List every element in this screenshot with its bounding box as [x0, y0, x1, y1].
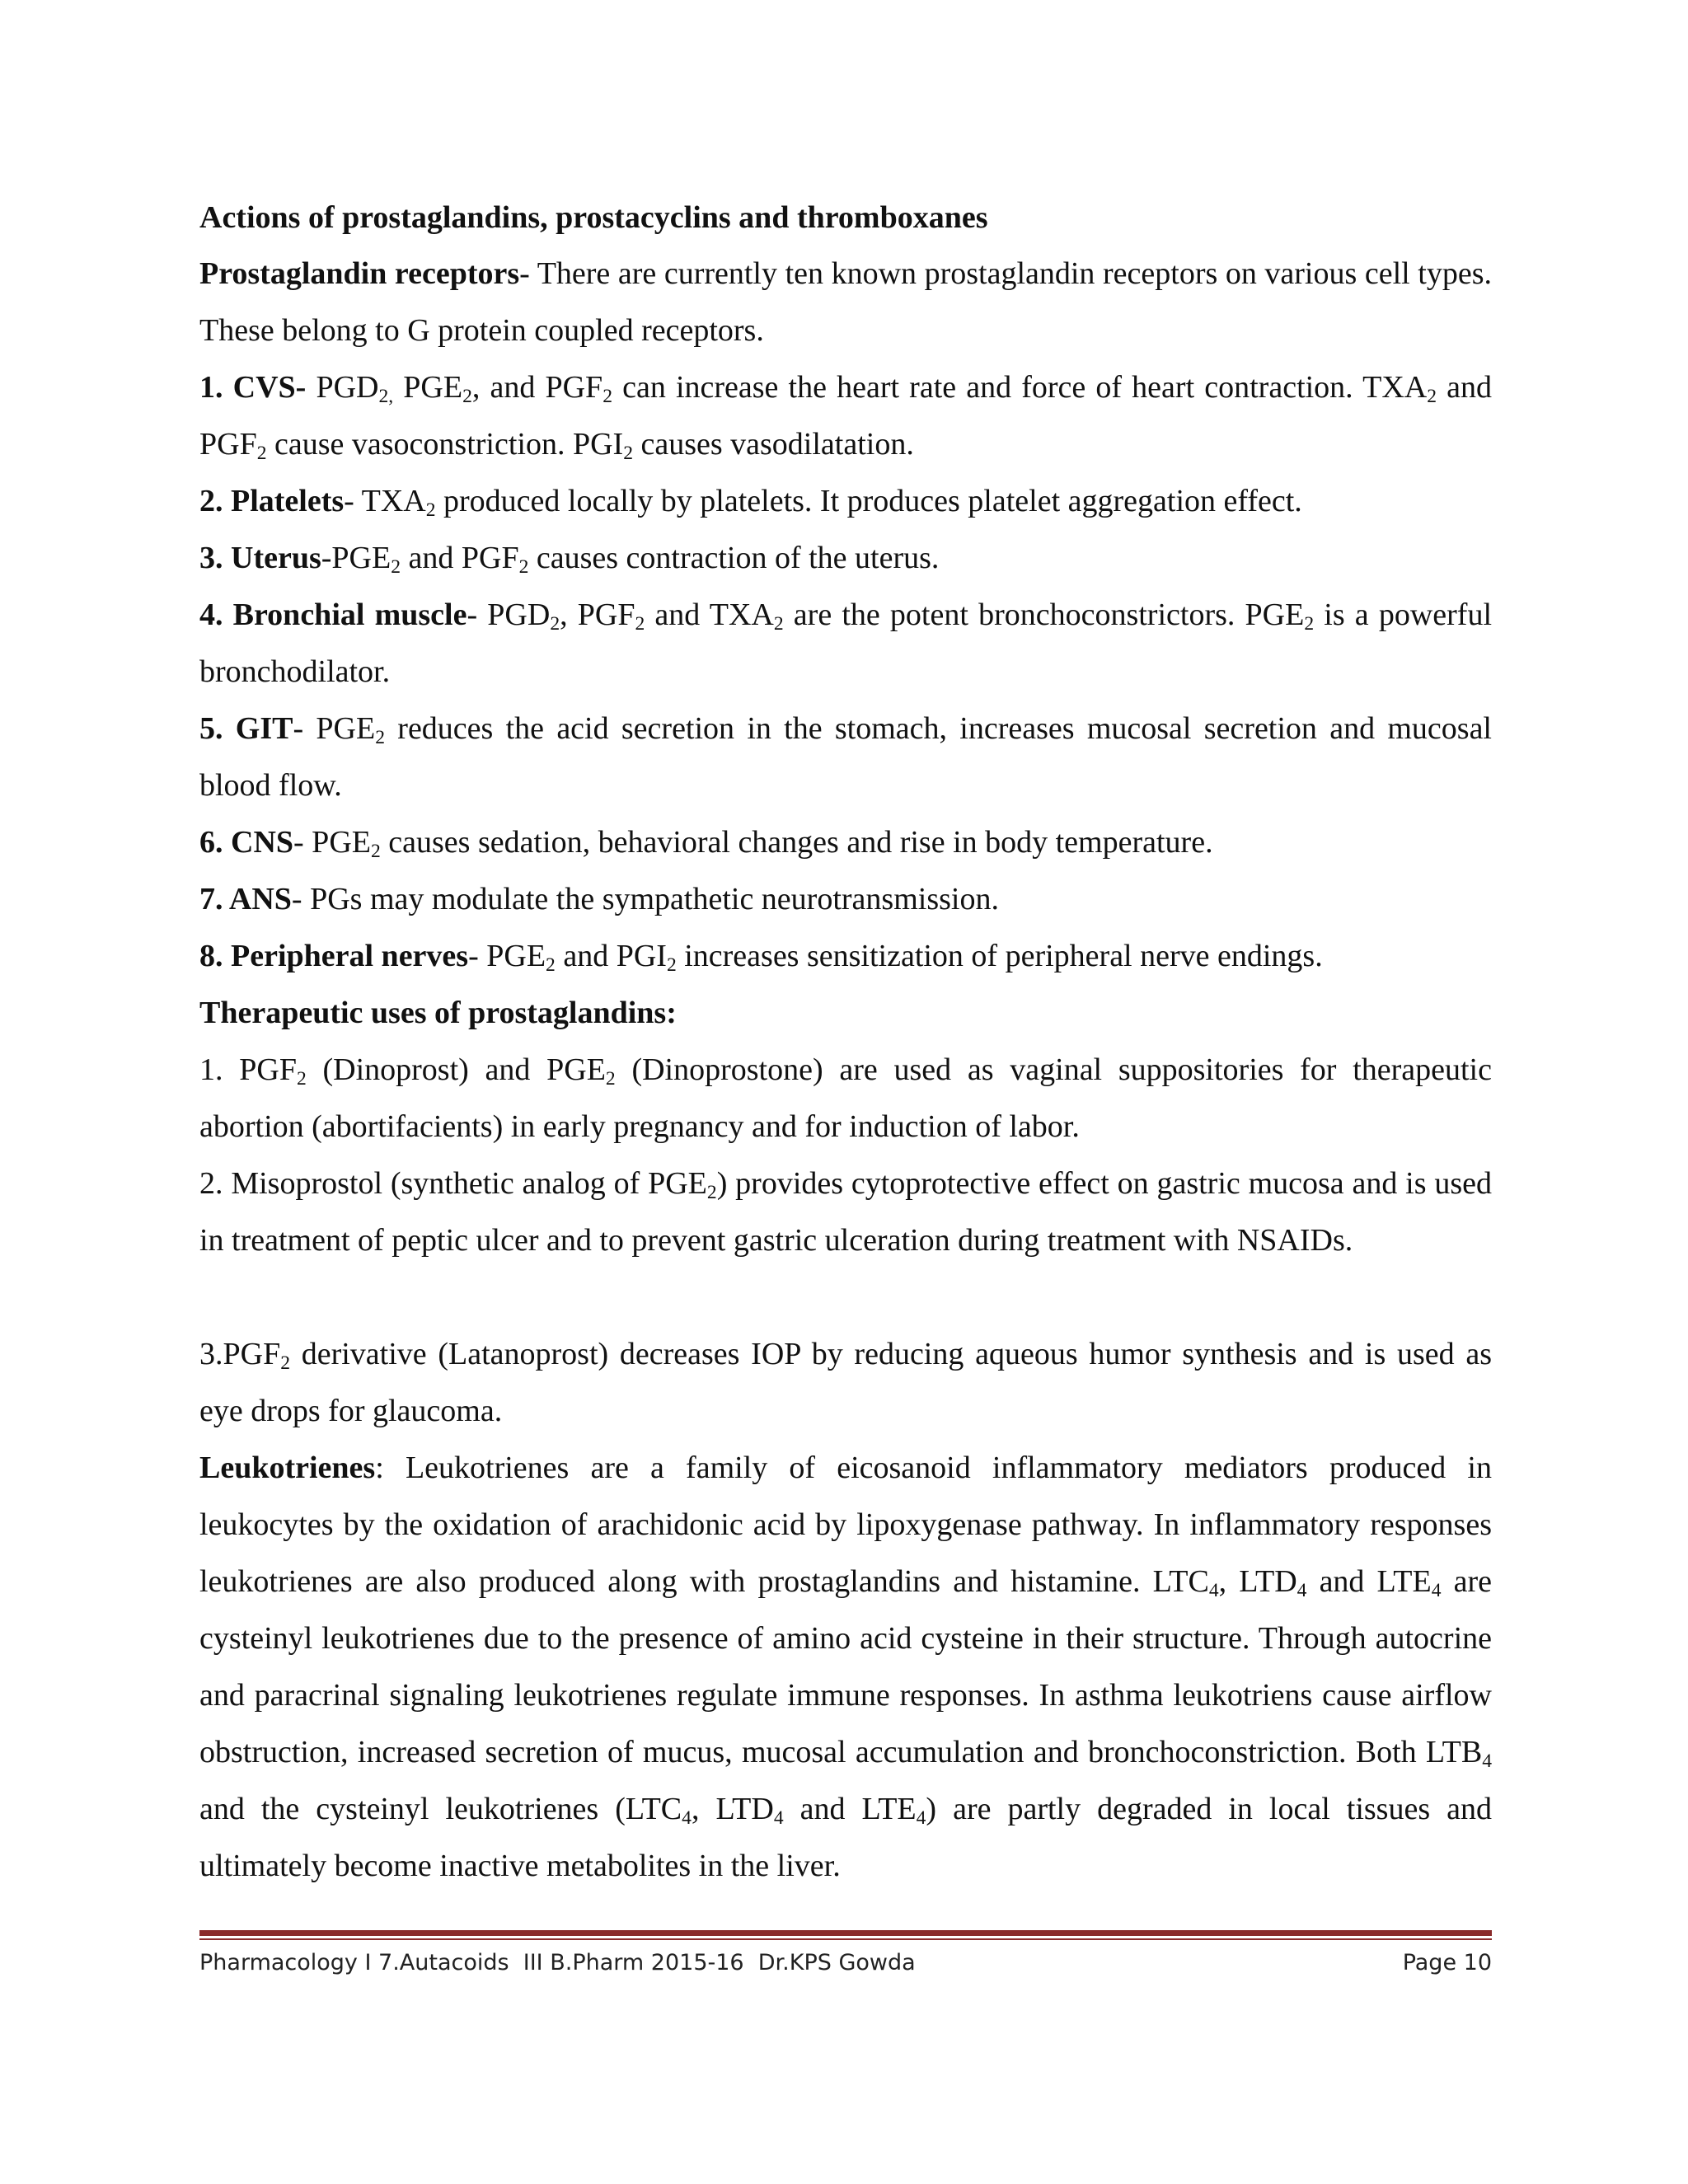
- page-number: Page 10: [1402, 1950, 1492, 1975]
- footer-course-info: Pharmacology I 7.Autacoids III B.Pharm 2015-16 Dr.KPS Gowda: [199, 1950, 916, 1975]
- action-label: 2. Platelets: [199, 484, 345, 518]
- action-label: 1. CVS-: [199, 370, 307, 405]
- therapeutic-item: 2. Misoprostol (synthetic analog of $PGE_2$) provides cytoprotective effect on gastric mucosa and is used in treatment of peptic ulcer and to prevent gastric ulceration during treatment with NSAIDs.: [199, 1166, 1492, 1258]
- receptors-paragraph: [199, 246, 1492, 359]
- action-label: 8. Peripheral nerves: [199, 939, 469, 973]
- therapeutic-heading: Therapeutic uses of prostaglandins:: [199, 996, 677, 1030]
- action-item-platelets: [199, 473, 1492, 530]
- action-item-cns: [199, 814, 1492, 871]
- page-title: Actions of prostaglandins, prostacyclins and thromboxanes: [199, 200, 988, 235]
- action-text: - $PGE_2$ causes sedation, behavioral changes and rise in body temperature.: [293, 825, 1213, 862]
- footer-divider: [199, 1930, 1492, 1940]
- receptors-text: - There are currently ten known prostaglandin receptors on various cell types. These belong to G protein coupled receptors.: [199, 256, 1492, 348]
- action-item-uterus: [199, 530, 1492, 587]
- action-text: - $PGE_2$ and $PGI_2$ increases sensitization of peripheral nerve endings.: [468, 939, 1323, 976]
- action-text: $-PGE_2$ and $PGF_2$ causes contraction of the uterus.: [321, 541, 940, 578]
- page-footer: [199, 1947, 1492, 1983]
- action-label: 7. ANS: [199, 882, 292, 916]
- action-label: 5. GIT: [199, 711, 293, 746]
- action-item-peripheral-nerves: [199, 928, 1492, 985]
- therapeutic-item: 1. $PGF_2$ (Dinoprost) and $PGE_2$ (Dinoprostone) are used as vaginal suppositories for therapeutic abortion (abortifacients) in early pregnancy and for induction of labor.: [199, 1052, 1492, 1144]
- action-text: - $PGD_2$, $PGF_2$ and $TXA_2$ are the potent bronchoconstrictors. $PGE_2$ is a powerful bronchodilator.: [199, 598, 1492, 689]
- action-text: - PGs may modulate the sympathetic neurotransmission.: [291, 882, 999, 916]
- action-label: 6. CNS: [199, 825, 294, 860]
- leukotrienes-text: : Leukotrienes are a family of eicosanoid inflammatory mediators produced in leukocytes by the oxidation of arachidonic acid by lipoxygenase pathway. In inflammatory responses leukotrienes are also produced along with prostaglandins and histamine. $LTC_4$, $LTD_4$ and $LTE_4$ are cysteinyl leukotrienes due to the presence of amino acid cysteine in their structure. Through autocrine and paracrinal signaling leukotrienes regulate immune responses. In asthma leukotriens cause airflow obstruction, increased secretion of mucus, mucosal accumulation and bronchoconstriction. Both $LTB_4$ and the cysteinyl leukotrienes ($LTC_4$, $LTD_4$ and $LTE_4$) are partly degraded in local tissues and ultimately become inactive metabolites in the liver.: [199, 1451, 1493, 1883]
- action-item-git: [199, 701, 1492, 814]
- action-text: - $PGE_2$ reduces the acid secretion in the stomach, increases mucosal secretion and mucosal blood flow.: [199, 711, 1492, 803]
- action-text: - $TXA_2$ produced locally by platelets. It produces platelet aggregation effect.: [344, 484, 1302, 521]
- action-label: 4. Bronchial muscle: [199, 598, 467, 632]
- action-text: $PGD_{2,}$ $PGE_2$, and $PGF_2$ can increase the heart rate and force of heart contraction. $TXA_2$ and $PGF_2$ cause vasoconstriction. $PGI_2$ causes vasodilatation.: [199, 370, 1492, 464]
- leukotrienes-label: Leukotrienes: [199, 1451, 376, 1485]
- action-item-cvs: [199, 359, 1492, 473]
- therapeutic-item: $3.PGF_2$ derivative (Latanoprost) decreases IOP by reducing aqueous humor synthesis and is used as eye drops for glaucoma.: [199, 1337, 1492, 1428]
- action-item-ans: [199, 871, 1492, 928]
- receptors-label: Prostaglandin receptors: [199, 256, 520, 291]
- action-label: 3. Uterus: [199, 541, 321, 575]
- action-item-bronchial-muscle: [199, 587, 1492, 701]
- leukotrienes-paragraph: [199, 1440, 1492, 1895]
